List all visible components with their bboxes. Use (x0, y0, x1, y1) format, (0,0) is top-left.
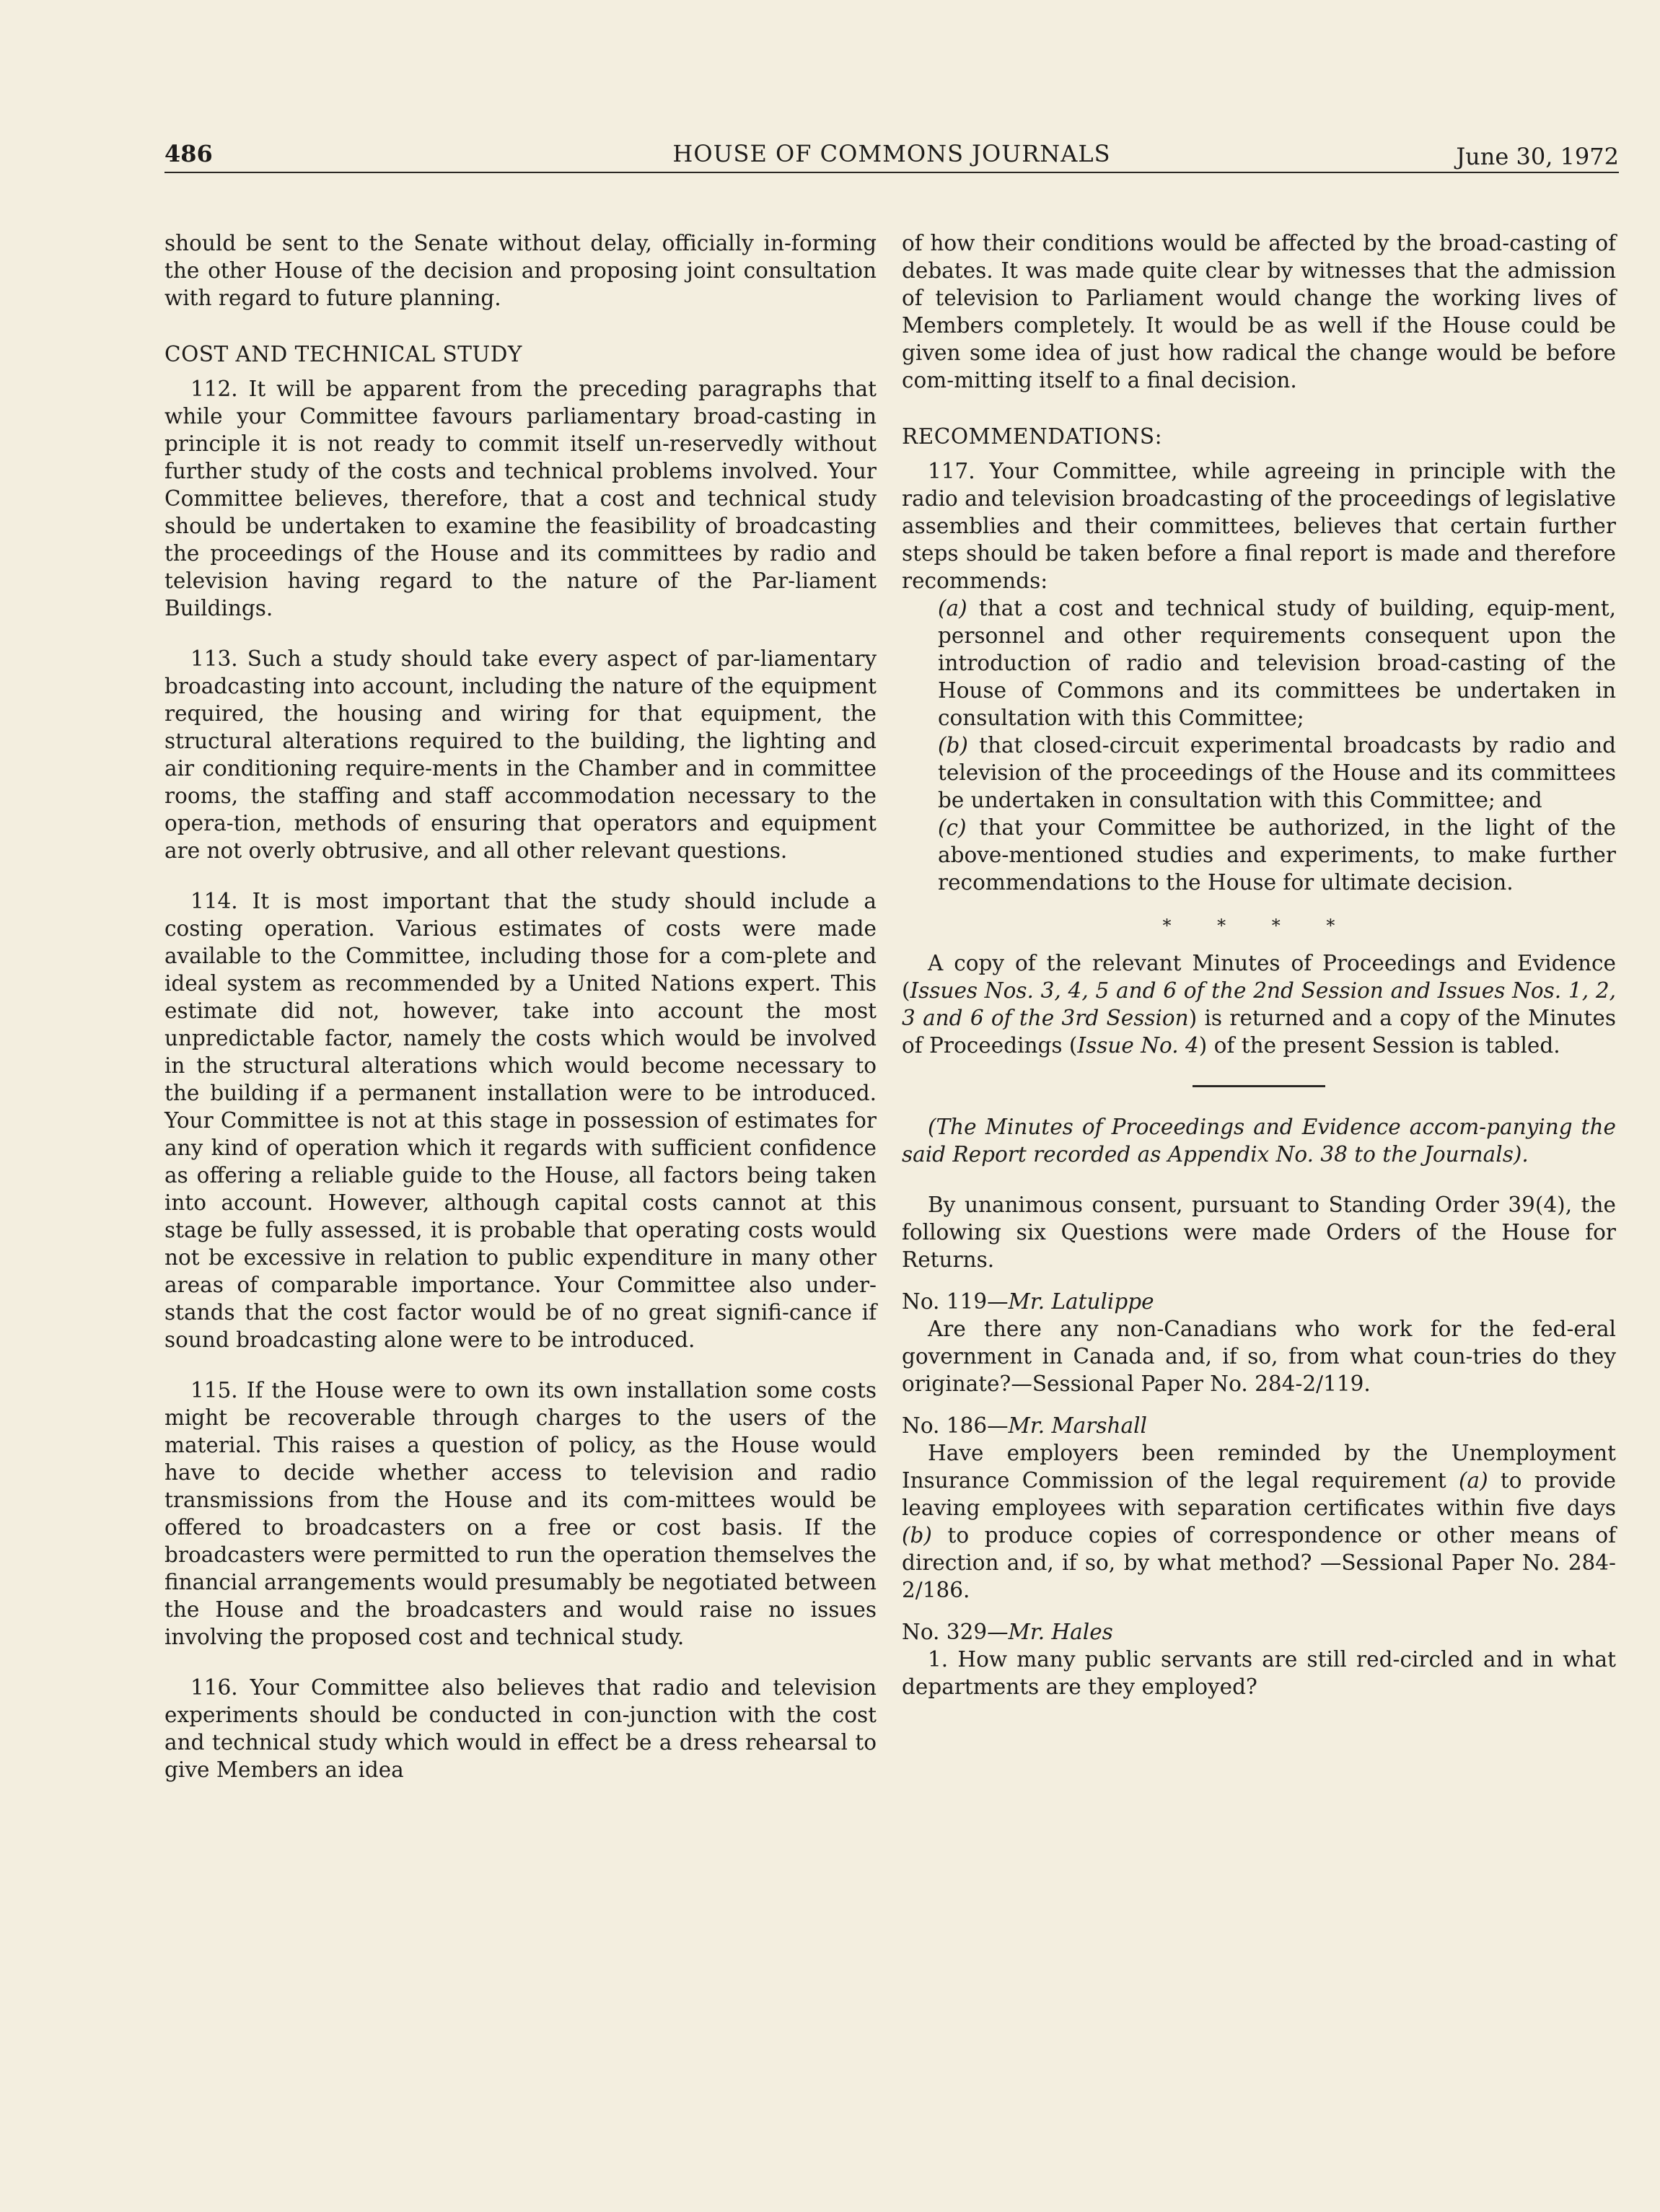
item-text-b: that closed-circuit experimental broadcasts by radio and television of the proceedings of the House and its committees be undertaken in consultation with this Committee; and (938, 733, 1616, 812)
paragraph-115: 115. If the House were to own its own installation some costs might be recoverable through charges to the users of the material. This raises a question of policy, as the House would have to decide whether access to television and radio transmissions from the House and its com-mittees would be offered to broadcasters on a free or cost basis. If the broadcasters were permitted to run the operation themselves the financial arrangements would presumably be negotiated between the House and the broadcasters and would raise no issues involving the proposed cost and technical study. (164, 1378, 877, 1649)
continued-paragraph: should be sent to the Senate without delay, officially in-forming the other House of the decision and proposing joint consultation with regard to future planning. (164, 231, 877, 310)
appendix-note: (The Minutes of Proceedings and Evidence accom-panying the said Report recorded as Appendix No. 38 to the Journals). (902, 1115, 1616, 1167)
q186-label-b: (b) (902, 1523, 932, 1548)
copy-issues: Issues Nos. 3, 4, 5 and 6 of the 2nd Session and Issues Nos. 1, 2, 3 and 6 of the 3rd Session (902, 978, 1616, 1030)
question-329-heading (902, 1618, 1616, 1646)
q186-text-1: Have employers been reminded by the Unemployment Insurance Commission of the legal requirement (902, 1441, 1616, 1493)
member-name: Mr. Marshall (1008, 1413, 1147, 1438)
section-stars: * * * * (1162, 916, 1356, 936)
consent-paragraph: By unanimous consent, pursuant to Standing Order 39(4), the following six Questions were made Orders of the House for Returns. (902, 1193, 1616, 1272)
question-329-text: 1. How many public servants are still red-circled and in what departments are they employed? (902, 1647, 1616, 1699)
member-name: Mr. Hales (1008, 1620, 1113, 1644)
paragraph-112: 112. It will be apparent from the preceding paragraphs that while your Committee favours parliamentary broad-casting in principle it is not ready to commit itself un-reservedly without further study of the costs and technical problems involved. Your Committee believes, therefore, that a cost and technical study should be undertaken to examine the feasibility of broadcasting the proceedings of the House and its committees by radio and television having regard to the nature of the Par-liament Buildings. (164, 377, 877, 620)
question-119-heading (902, 1288, 1616, 1315)
journal-title: HOUSE OF COMMONS JOURNALS (672, 140, 1111, 167)
copy-text-2: ) is returned and a copy of the Minutes of Proceedings ( (902, 1006, 1616, 1058)
copy-text-1: A copy of the relevant Minutes of Proceedings and Evidence ( (902, 951, 1616, 1003)
item-text-a: that a cost and technical study of building, equip-ment, personnel and other requirements consequent upon the introduction of radio and television broad-casting of the House of Commons and its committees be undertaken in consultation with this Committee; (938, 596, 1616, 730)
question-number: No. 119— (902, 1289, 1009, 1314)
question-186-text (902, 1439, 1616, 1604)
recommendation-a (902, 594, 1616, 732)
copy-issue: Issue No. 4 (1077, 1033, 1199, 1058)
page-header (164, 137, 1619, 173)
paragraph-116: 116. Your Committee also believes that radio and television experiments should be conducted in con-junction with the cost and technical study which would in effect be a dress rehearsal to give Members an idea (164, 1675, 877, 1782)
q186-label-a: (a) (1458, 1468, 1488, 1493)
question-number: No. 329— (902, 1620, 1009, 1644)
question-119-text: Are there any non-Canadians who work for the fed-eral government in Canada and, if so, from what coun-tries do they originate?—Sessional Paper No. 284-2/119. (902, 1317, 1616, 1396)
item-text-c: that your Committee be authorized, in the light of the above-mentioned studies and experiments, to make further recommendations to the House for ultimate decision. (938, 815, 1616, 895)
left-column (164, 229, 877, 1783)
recommendation-c (902, 814, 1616, 896)
question-186-heading (902, 1412, 1616, 1439)
member-name: Mr. Latulippe (1008, 1289, 1154, 1314)
item-label-a: (a) (938, 596, 967, 620)
section-heading-recommendations: RECOMMENDATIONS: (902, 424, 1163, 449)
question-number: No. 186— (902, 1413, 1009, 1438)
item-label-c: (c) (938, 815, 967, 840)
continued-paragraph-right: of how their conditions would be affected by the broad-casting of debates. It was made quite clear by witnesses that the admission of television to Parliament would change the working lives of Members completely. It would be as well if the House could be given some idea of just how radical the change would be before com-mitting itself to a final decision. (902, 231, 1616, 392)
page-number: 486 (164, 140, 213, 167)
section-heading-cost-study: COST AND TECHNICAL STUDY (164, 342, 522, 367)
header-date: June 30, 1972 (1456, 143, 1619, 170)
q186-text-2: to provide leaving employees with separation certificates within five days (902, 1468, 1617, 1520)
paragraph-113: 113. Such a study should take every aspect of par-liamentary broadcasting into account, including the nature of the equipment required, the housing and wiring for that equipment, the structural alterations required to the building, the lighting and air conditioning require-ments in the Chamber and in committee rooms, the staffing and staff accommodation necessary to the opera-tion, methods of ensuring that operators and equipment are not overly obtrusive, and all other relevant questions. (164, 646, 877, 863)
right-column (902, 229, 1616, 1700)
recommendation-b (902, 732, 1616, 814)
divider-rule (1193, 1085, 1325, 1087)
item-label-b: (b) (938, 733, 968, 758)
paragraph-114: 114. It is most important that the study should include a costing operation. Various estimates of costs were made available to the Committee, including those for a com-plete and ideal system as recommended by a United Nations expert. This estimate did not, however, take into account the most unpredictable factor, namely the costs which would be involved in the structural alterations which would become necessary to the building if a permanent installation were to be introduced. Your Committee is not at this stage in possession of estimates for any kind of operation which it regards with sufficient confidence as offering a reliable guide to the House, all factors being taken into account. However, although capital costs cannot at this stage be fully assessed, it is probable that operating costs would not be excessive in relation to public expenditure in many other areas of comparable importance. Your Committee also under-stands that the cost factor would be of no great signifi-cance if sound broadcasting alone were to be introduced. (164, 889, 877, 1352)
paragraph-117: 117. Your Committee, while agreeing in principle with the radio and television broadcasting of the proceedings of legislative assemblies and their committees, believes that certain further steps should be taken before a final report is made and therefore recommends: (902, 459, 1616, 593)
q186-text-3: to produce copies of correspondence or other means of direction and, if so, by what method? —Sessional Paper No. 284-2/186. (902, 1523, 1616, 1602)
copy-text-3: ) of the present Session is tabled. (1198, 1033, 1560, 1058)
tabling-paragraph (902, 949, 1616, 1059)
